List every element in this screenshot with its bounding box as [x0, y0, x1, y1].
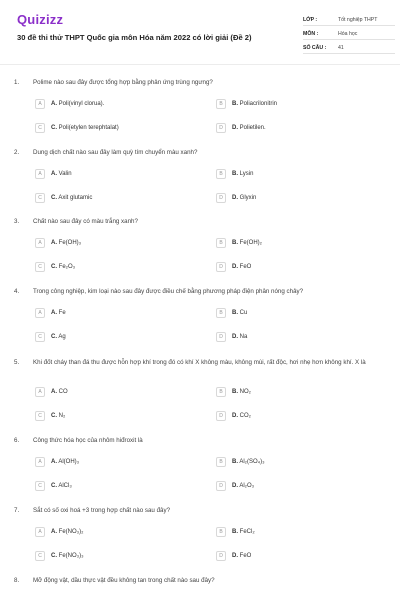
option-key: C. [51, 553, 57, 559]
option-letter-box[interactable]: A [35, 387, 45, 397]
option-b[interactable] [216, 457, 265, 467]
option-text: C. AlCl₃ [51, 483, 72, 489]
option-key: B. [232, 310, 238, 316]
option-letter-box[interactable]: C [35, 123, 45, 133]
option-a[interactable] [35, 238, 81, 248]
option-letter-box[interactable]: D [216, 193, 226, 203]
option-key: D. [232, 483, 238, 489]
header-divider [0, 64, 400, 65]
option-text: B. Lysin [232, 171, 254, 177]
meta-label: SỐ CÂU : [303, 44, 327, 51]
option-text: A. Valin [51, 171, 72, 177]
meta-label: MÔN : [303, 30, 319, 37]
option-text: A. Al(OH)₃ [51, 459, 80, 465]
option-key: B. [232, 459, 238, 465]
option-letter-box[interactable]: C [35, 193, 45, 203]
option-letter-box[interactable]: D [216, 551, 226, 561]
option-key: B. [232, 240, 238, 246]
option-letter-box[interactable]: C [35, 332, 45, 342]
option-d[interactable] [216, 123, 266, 133]
question-text: Sắt có số oxi hoá +3 trong hợp chất nào sau đây? [33, 507, 171, 514]
option-text: D. CO₂ [232, 413, 251, 419]
option-text: B. FeCl₂ [232, 529, 255, 535]
option-text: D. Polietilen. [232, 125, 266, 131]
option-key: A. [51, 171, 57, 177]
option-letter-box[interactable]: A [35, 99, 45, 109]
option-key: A. [51, 240, 57, 246]
option-key: D. [232, 125, 238, 131]
question-number: 6. [14, 437, 20, 444]
option-letter-box[interactable]: D [216, 411, 226, 421]
option-text: B. Al₂(SO₄)₃ [232, 459, 265, 465]
option-letter-box[interactable]: B [216, 308, 226, 318]
option-text: A. Poli(vinyl clorua). [51, 101, 105, 107]
document-title: 30 đề thi thử THPT Quốc gia môn Hóa năm 2022 có lời giải (Đề 2) [17, 33, 252, 42]
question-text: Khi đốt cháy than đá thu được hỗn hợp khí trong đó có khí X không màu, không mùi, rất độc, hơi nhẹ hơn không khí. X là [33, 359, 366, 366]
option-letter-box[interactable]: D [216, 332, 226, 342]
option-letter-box[interactable]: A [35, 238, 45, 248]
option-c[interactable] [35, 332, 66, 342]
option-key: D. [232, 413, 238, 419]
option-d[interactable] [216, 551, 251, 561]
option-key: C. [51, 483, 57, 489]
option-b[interactable] [216, 238, 262, 248]
option-letter-box[interactable]: C [35, 411, 45, 421]
option-c[interactable] [35, 551, 84, 561]
option-key: B. [232, 529, 238, 535]
option-key: A. [51, 389, 57, 395]
meta-row-count [303, 42, 395, 54]
option-letter-box[interactable]: A [35, 169, 45, 179]
option-c[interactable] [35, 123, 119, 133]
option-c[interactable] [35, 262, 75, 272]
option-d[interactable] [216, 193, 256, 203]
meta-label: LỚP : [303, 16, 318, 23]
meta-row-grade [303, 14, 395, 26]
option-key: A. [51, 529, 57, 535]
option-key: D. [232, 195, 238, 201]
option-key: C. [51, 334, 57, 340]
meta-value: 41 [338, 44, 344, 51]
option-text: A. Fe [51, 310, 66, 316]
question-text: Mỡ động vật, dầu thực vật đều không tan trong chất nào sau đây? [33, 577, 215, 584]
option-text: C. Fe₂O₃ [51, 264, 76, 270]
option-key: B. [232, 389, 238, 395]
question-number: 7. [14, 507, 20, 514]
option-key: C. [51, 413, 57, 419]
option-key: C. [51, 125, 57, 131]
option-text: A. Fe(OH)₃ [51, 240, 82, 246]
option-text: B. NO₂ [232, 389, 251, 395]
option-key: D. [232, 553, 238, 559]
meta-panel [303, 14, 395, 56]
option-letter-box[interactable]: B [216, 238, 226, 248]
option-a[interactable] [35, 387, 68, 397]
option-a[interactable] [35, 527, 83, 537]
option-a[interactable] [35, 169, 72, 179]
option-d[interactable] [216, 411, 251, 421]
option-letter-box[interactable]: C [35, 262, 45, 272]
option-key: D. [232, 264, 238, 270]
option-text: B. Cu [232, 310, 248, 316]
option-letter-box[interactable]: C [35, 481, 45, 491]
question-text: Công thức hóa học của nhôm hiđroxit là [33, 437, 143, 444]
question-text: Dung dịch chất nào sau đây làm quỳ tím chuyển màu xanh? [33, 149, 198, 156]
option-text: D. FeO [232, 553, 252, 559]
question-number: 3. [14, 218, 20, 225]
option-b[interactable] [216, 308, 247, 318]
option-text: A. Fe(NO₃)₂ [51, 529, 84, 535]
option-letter-box[interactable]: D [216, 481, 226, 491]
question-text: Polime nào sau đây được tổng hợp bằng phản ứng trùng ngưng? [33, 79, 213, 86]
option-text: A. CO [51, 389, 68, 395]
option-a[interactable] [35, 308, 66, 318]
option-text: C. Ag [51, 334, 66, 340]
option-b[interactable] [216, 387, 251, 397]
option-text: B. Fe(OH)₂ [232, 240, 262, 246]
option-letter-box[interactable]: D [216, 262, 226, 272]
quizizz-logo: Quizizz [17, 12, 64, 27]
option-letter-box[interactable]: D [216, 123, 226, 133]
option-c[interactable] [35, 411, 65, 421]
option-d[interactable] [216, 481, 254, 491]
question-number: 2. [14, 149, 20, 156]
option-key: A. [51, 459, 57, 465]
option-text: D. Glyxin [232, 195, 257, 201]
option-letter-box[interactable]: B [216, 387, 226, 397]
option-a[interactable] [35, 99, 104, 109]
meta-value: Hóa học [338, 30, 358, 37]
option-d[interactable] [216, 332, 247, 342]
option-key: B. [232, 171, 238, 177]
option-key: A. [51, 101, 57, 107]
question-text: Chất nào sau đây có màu trắng xanh? [33, 218, 138, 225]
option-key: C. [51, 264, 57, 270]
option-letter-box[interactable]: B [216, 527, 226, 537]
option-c[interactable] [35, 193, 92, 203]
option-d[interactable] [216, 262, 251, 272]
option-text: C. Poli(etylen terephtalat) [51, 125, 119, 131]
question-number: 8. [14, 577, 20, 584]
page-header [0, 0, 400, 60]
question-number: 5. [14, 359, 20, 366]
option-b[interactable] [216, 169, 253, 179]
option-letter-box[interactable]: A [35, 457, 45, 467]
option-key: A. [51, 310, 57, 316]
option-text: D. FeO [232, 264, 252, 270]
option-letter-box[interactable]: A [35, 527, 45, 537]
option-key: D. [232, 334, 238, 340]
option-b[interactable] [216, 99, 277, 109]
option-text: C. Axit glutamic [51, 195, 93, 201]
option-text: C. Fe(NO₃)₃ [51, 553, 84, 559]
option-key: C. [51, 195, 57, 201]
option-letter-box[interactable]: B [216, 457, 226, 467]
option-letter-box[interactable]: B [216, 99, 226, 109]
option-text: B. Poliacrilonitrin [232, 101, 278, 107]
option-text: C. N₂ [51, 413, 66, 419]
option-letter-box[interactable]: C [35, 551, 45, 561]
question-number: 4. [14, 288, 20, 295]
option-c[interactable] [35, 481, 72, 491]
question-text: Trong công nghiệp, kim loại nào sau đây được điều chế bằng phương pháp điện phân nóng chảy? [33, 288, 304, 295]
meta-value: Tốt nghiệp THPT [338, 16, 378, 23]
meta-row-subject [303, 28, 395, 40]
option-text: D. Na [232, 334, 248, 340]
option-text: D. Al₂O₃ [232, 483, 255, 489]
option-a[interactable] [35, 457, 79, 467]
option-letter-box[interactable]: B [216, 169, 226, 179]
option-b[interactable] [216, 527, 255, 537]
option-key: B. [232, 101, 238, 107]
question-number: 1. [14, 79, 20, 86]
option-letter-box[interactable]: A [35, 308, 45, 318]
